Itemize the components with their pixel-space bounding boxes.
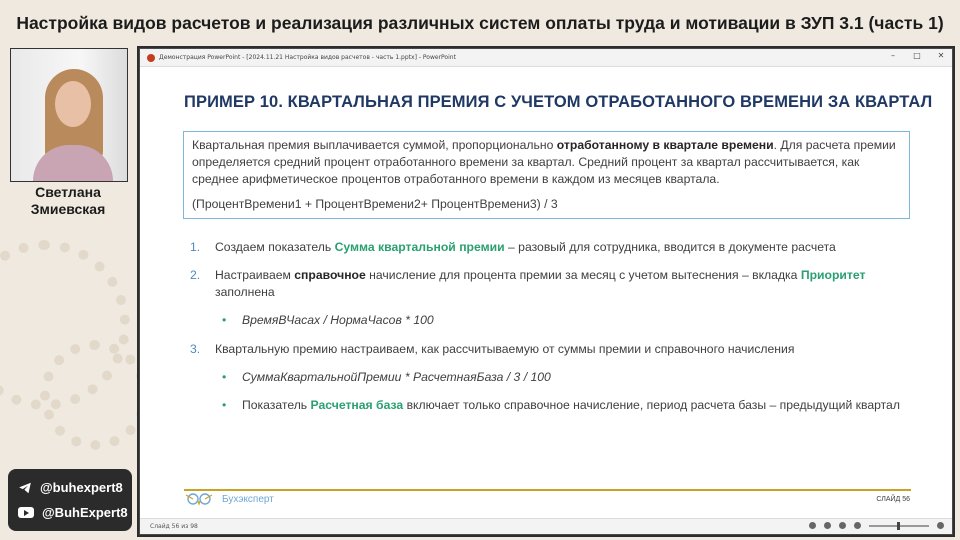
close-button[interactable]: ✕: [937, 51, 945, 60]
slideshow-view-icon[interactable]: [854, 522, 861, 529]
slide-title: ПРИМЕР 10. КВАРТАЛЬНАЯ ПРЕМИЯ С УЧЕТОМ ОТРАБОТАННОГО ВРЕМЕНИ ЗА КВАРТАЛ: [184, 93, 933, 111]
speaker-webcam: [10, 48, 128, 182]
company-logo: [184, 491, 274, 507]
minimize-button[interactable]: –: [891, 51, 895, 60]
telegram-icon: [18, 481, 32, 495]
list-item: 2. Настраиваем справочное начисление для процента премии за месяц с учетом вытеснения – вкладка Приоритет заполнена: [190, 268, 866, 299]
slide-number: СЛАЙД 56: [876, 496, 910, 503]
background-gear: [40, 340, 150, 450]
powerpoint-icon: [147, 54, 155, 62]
telegram-handle: @buhexpert8: [40, 480, 123, 495]
video-headline: Настройка видов расчетов и реализация различных систем оплаты труда и мотивации в ЗУП 3.1 (часть 1): [16, 12, 944, 33]
fit-slide-icon[interactable]: [937, 522, 944, 529]
bullet-icon: •: [222, 313, 227, 327]
youtube-link[interactable]: [18, 505, 128, 520]
maximize-button[interactable]: □: [913, 51, 921, 60]
normal-view-icon[interactable]: [809, 522, 816, 529]
info-box: [183, 131, 910, 219]
list-number: 3.: [190, 342, 201, 356]
bullet-icon: •: [222, 370, 227, 384]
social-links: [8, 469, 132, 531]
list-item: 3. Квартальную премию настраиваем, как рассчитываемую от суммы премии и справочного начисления: [190, 342, 795, 356]
list-number: 1.: [190, 240, 201, 254]
info-paragraph: Квартальная премия выплачивается суммой, пропорционально отработанному в квартале времени. Для расчета премии определяется средний процент отработанного времени за квартал. Средний процент за квартал рассчитывается, как среднее арифметическое процентов отработанного времени в каждом из месяцев квартала.: [192, 138, 896, 186]
telegram-link[interactable]: [18, 480, 123, 495]
footer-divider: [184, 489, 911, 491]
speaker-first-name: Светлана: [35, 184, 101, 200]
youtube-handle: @BuhExpert8: [42, 505, 128, 520]
sub-item: • СуммаКвартальнойПремии * РасчетнаяБаза / 3 / 100: [222, 370, 551, 384]
sub-item: • ВремяВЧасах / НормаЧасов * 100: [222, 313, 434, 327]
logo-text: Бухэксперт: [222, 493, 274, 505]
sub-item: • Показатель Расчетная база включает только справочное начисление, период расчета базы – предыдущий квартал: [222, 398, 900, 412]
slide-canvas: [140, 67, 952, 519]
youtube-icon: [18, 507, 34, 518]
zoom-slider[interactable]: [869, 525, 929, 527]
speaker-last-name: Змиевская: [30, 201, 106, 217]
info-formula: (ПроцентВремени1 + ПроцентВремени2+ ПроцентВремени3) / 3: [192, 197, 558, 211]
list-number: 2.: [190, 268, 201, 282]
speaker-name: [10, 184, 126, 218]
list-item: 1. Создаем показатель Сумма квартальной премии – разовый для сотрудника, вводится в документе расчета: [190, 240, 836, 254]
powerpoint-window: [139, 48, 953, 535]
reading-view-icon[interactable]: [839, 522, 846, 529]
bullet-icon: •: [222, 398, 227, 412]
owl-logo-icon: [184, 491, 218, 507]
window-titlebar: [140, 49, 952, 67]
sorter-view-icon[interactable]: [824, 522, 831, 529]
window-title: Демонстрация PowerPoint - [2024.11.21 Настройка видов расчетов - часть 1.pptx] - PowerPoint: [159, 54, 456, 61]
slide-counter: Слайд 56 из 98: [150, 523, 198, 530]
window-statusbar: [140, 518, 952, 534]
